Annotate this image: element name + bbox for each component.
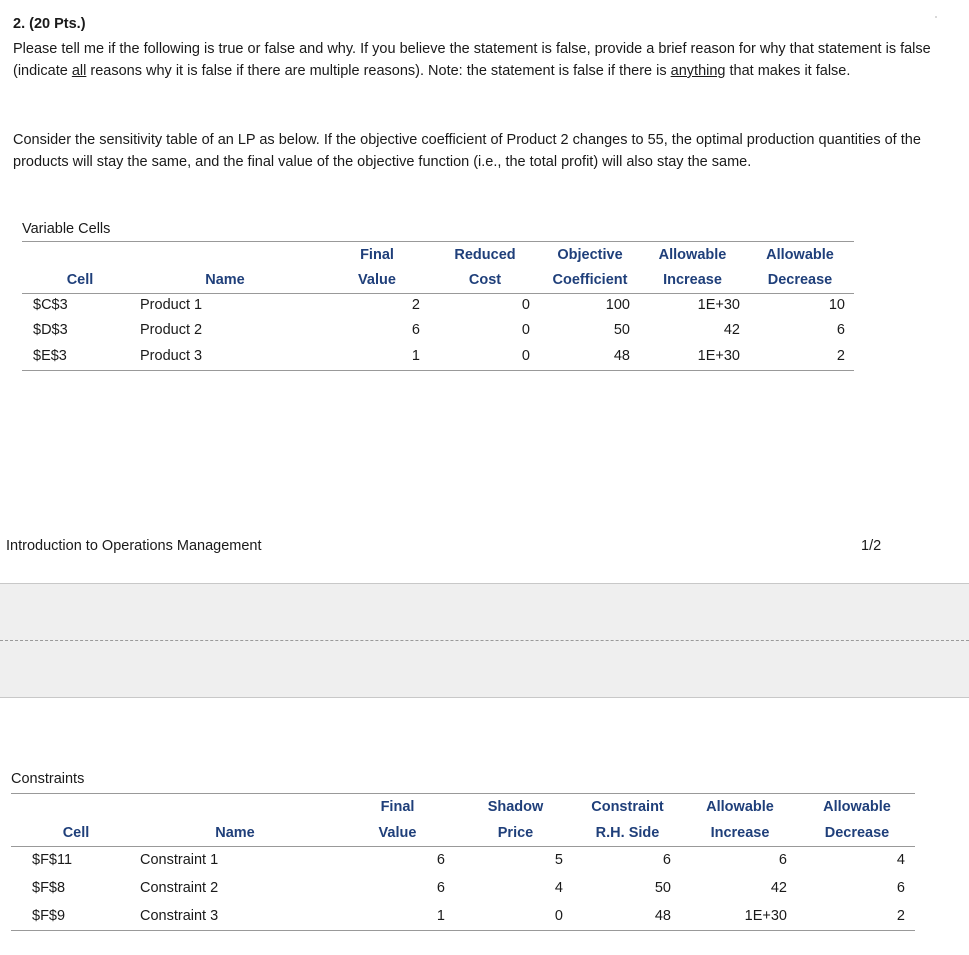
instructions-text-3: that makes it false. — [725, 63, 851, 79]
instructions-text-1: Please tell me if the following is true or false and why. If you believe the statement is false, provide a brief reason for why that statement is false (indicate — [13, 41, 931, 79]
cell-final-value: 2 — [411, 297, 420, 313]
cell-rhs: 48 — [654, 908, 671, 924]
table-bottom-rule — [22, 370, 854, 371]
cell-name: Constraint 1 — [140, 852, 219, 868]
cell-increase: 42 — [723, 322, 740, 338]
header-bottom-rule — [22, 293, 854, 294]
header-final: Final — [380, 799, 415, 815]
cell-decrease: 6 — [836, 322, 845, 338]
cell-decrease: 10 — [828, 297, 845, 313]
cell-objective: 50 — [613, 322, 630, 338]
cell-final-value: 6 — [436, 852, 445, 868]
constraints-title: Constraints — [11, 771, 85, 787]
cell-rhs: 50 — [654, 880, 671, 896]
cell-name: Constraint 2 — [140, 880, 219, 896]
cell-ref: $C$3 — [33, 297, 68, 313]
header-value: Value — [358, 272, 396, 288]
header-allowable-increase-1: Allowable — [658, 247, 727, 263]
cell-ref: $F$9 — [32, 908, 66, 924]
cell-increase: 42 — [770, 880, 787, 896]
header-constraint: Constraint — [591, 799, 664, 815]
cell-reduced-cost: 0 — [521, 297, 530, 313]
header-shadow: Shadow — [487, 799, 544, 815]
header-increase: Increase — [663, 272, 722, 288]
page-break-bottom-line — [0, 697, 969, 698]
question-statement: Consider the sensitivity table of an LP as below. If the objective coefficient of Product 2 changes to 55, the optimal production quantities of the products will stay the same, and the final value of the objective function (i.e., the total profit) will also stay the same. — [13, 132, 921, 170]
cell-name: Product 3 — [140, 348, 203, 364]
cell-final-value: 1 — [411, 348, 420, 364]
cell-increase: 1E+30 — [697, 348, 740, 364]
question-header: 2. (20 Pts.) — [13, 16, 86, 32]
header-decrease: Decrease — [824, 825, 890, 841]
header-decrease: Decrease — [767, 272, 833, 288]
table-top-rule — [22, 241, 854, 242]
cell-reduced-cost: 0 — [521, 322, 530, 338]
cell-increase: 1E+30 — [697, 297, 740, 313]
cell-decrease: 6 — [896, 880, 905, 896]
cell-final-value: 1 — [436, 908, 445, 924]
variable-cells-title: Variable Cells — [22, 221, 111, 237]
header-reduced: Reduced — [454, 247, 516, 263]
header-bottom-rule — [11, 846, 915, 847]
cell-ref: $D$3 — [33, 322, 68, 338]
decorative-dot — [935, 16, 937, 18]
cell-reduced-cost: 0 — [521, 348, 530, 364]
cell-decrease: 2 — [896, 908, 905, 924]
header-cell: Cell — [62, 825, 90, 841]
cell-ref: $E$3 — [33, 348, 67, 364]
cell-ref: $F$11 — [32, 852, 73, 868]
header-name: Name — [205, 272, 245, 288]
header-final: Final — [360, 247, 394, 263]
cell-final-value: 6 — [411, 322, 420, 338]
header-price: Price — [497, 825, 534, 841]
table-bottom-rule — [11, 930, 915, 931]
header-allowable-decrease-1: Allowable — [823, 799, 891, 815]
cell-shadow-price: 5 — [554, 852, 563, 868]
instructions-text-2: reasons why it is false if there are multiple reasons). Note: the statement is false if there is — [86, 63, 671, 79]
header-name: Name — [215, 825, 255, 841]
header-rh-side: R.H. Side — [595, 825, 660, 841]
footer-page-number: 1/2 — [861, 538, 882, 554]
cell-name: Product 1 — [140, 297, 203, 313]
cell-decrease: 2 — [836, 348, 845, 364]
cell-rhs: 6 — [662, 852, 671, 868]
header-value: Value — [378, 825, 417, 841]
cell-final-value: 6 — [436, 880, 445, 896]
header-cell: Cell — [66, 272, 94, 288]
page-break-dashed-line — [0, 640, 969, 641]
cell-ref: $F$8 — [32, 880, 66, 896]
header-objective: Objective — [557, 247, 623, 263]
footer-course-title: Introduction to Operations Management — [6, 538, 262, 554]
question-instructions — [13, 38, 943, 82]
cell-increase: 6 — [778, 852, 787, 868]
instructions-emphasis-all: all — [71, 63, 87, 79]
cell-shadow-price: 0 — [554, 908, 563, 924]
table-top-rule — [11, 793, 915, 794]
header-cost: Cost — [468, 272, 502, 288]
cell-shadow-price: 4 — [554, 880, 563, 896]
cell-increase: 1E+30 — [744, 908, 787, 924]
header-increase: Increase — [710, 825, 770, 841]
cell-name: Product 2 — [140, 322, 203, 338]
cell-name: Constraint 3 — [140, 908, 219, 924]
header-allowable-increase-1: Allowable — [706, 799, 774, 815]
cell-objective: 100 — [605, 297, 630, 313]
cell-objective: 48 — [613, 348, 630, 364]
header-allowable-decrease-1: Allowable — [766, 247, 834, 263]
instructions-emphasis-anything: anything — [670, 63, 726, 79]
header-coefficient: Coefficient — [552, 272, 628, 288]
cell-decrease: 4 — [896, 852, 905, 868]
